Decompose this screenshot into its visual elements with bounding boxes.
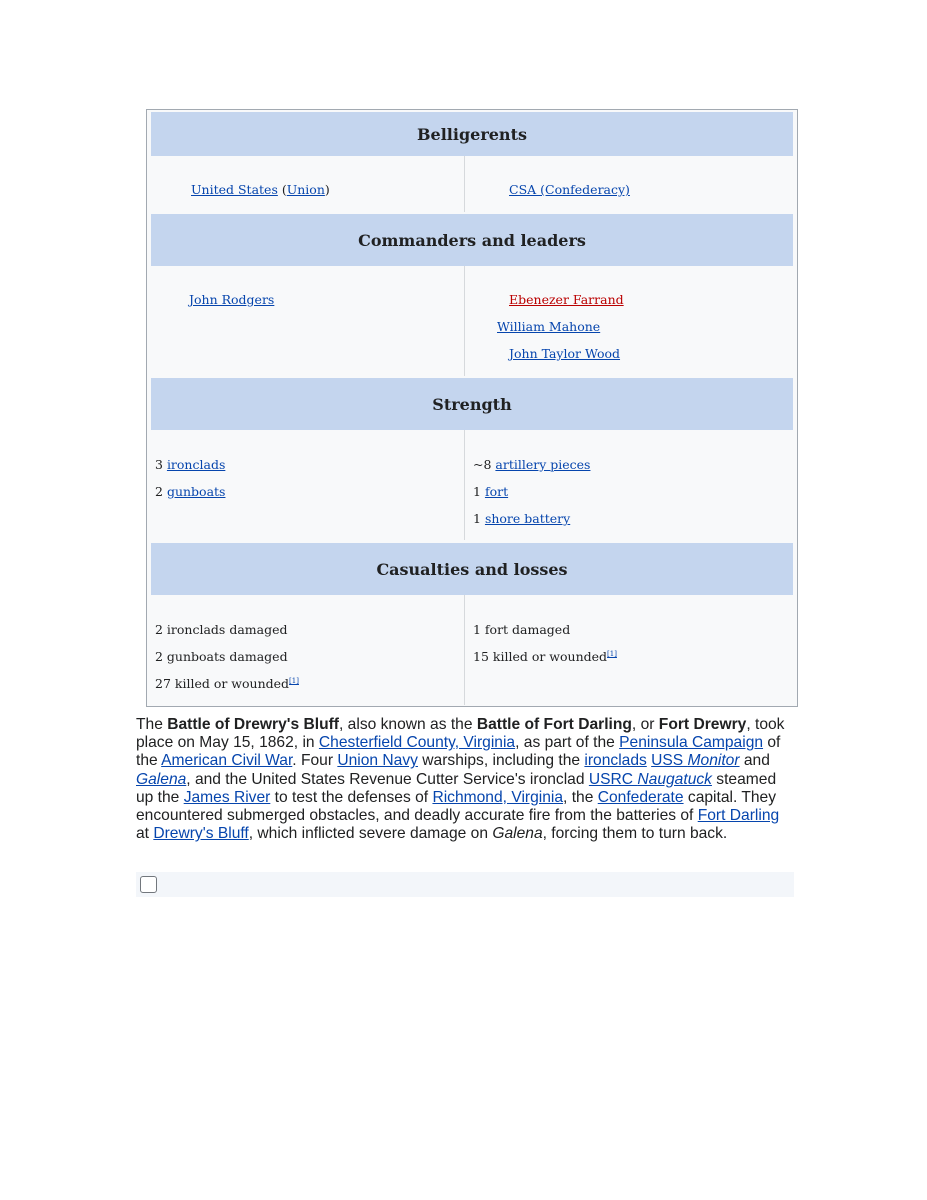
text: capital. They encountered submerged obstacles, and deadly accurate fire from the batteries of: [136, 788, 777, 825]
reference-link[interactable]: [1]: [607, 649, 617, 658]
text: , as part of the: [515, 734, 620, 752]
article-paragraph: [136, 716, 796, 843]
infobox: [146, 109, 798, 707]
ship-prefix: USRC: [588, 770, 638, 788]
casualty-text: 27 killed or wounded: [155, 676, 290, 691]
ship-name: Galena: [492, 825, 543, 843]
text: , and the United States Revenue Cutter Service's ironclad: [186, 770, 589, 788]
text: of the: [136, 734, 781, 770]
ship-name: Monitor: [687, 752, 740, 770]
gunboats-link[interactable]: gunboats: [166, 484, 226, 499]
union-belligerent: [191, 182, 330, 197]
american-civil-war-link[interactable]: American Civil War: [161, 752, 293, 770]
text: at: [136, 825, 154, 843]
casualties-header: Casualties and losses: [151, 543, 793, 595]
james-river-link[interactable]: James River: [183, 788, 271, 806]
reference-link[interactable]: [1]: [289, 676, 299, 685]
strength-header: Strength: [151, 378, 793, 430]
text: , the: [563, 788, 598, 806]
csa-commander: [509, 346, 620, 361]
union-close-paren: ): [324, 182, 330, 197]
text: , also known as the: [339, 716, 477, 733]
strength-count: 3: [155, 457, 167, 472]
ship-prefix: USS: [651, 752, 688, 770]
text: warships, including the: [417, 752, 585, 770]
bold-title: Battle of Fort Darling: [476, 716, 632, 733]
ship-name: Naugatuck: [637, 770, 712, 788]
galena-link[interactable]: [136, 771, 186, 788]
union-open-paren: (: [277, 182, 287, 197]
text: steamed up the: [136, 770, 777, 806]
ship-name: Galena: [136, 770, 187, 788]
belligerents-header: Belligerents: [151, 112, 793, 156]
checkbox[interactable]: [140, 876, 157, 893]
csa-link[interactable]: CSA (Confederacy): [509, 182, 630, 197]
csa-strength-item: [473, 484, 508, 499]
ironclads-link[interactable]: ironclads: [166, 457, 226, 472]
csa-strength-item: [473, 457, 590, 472]
uss-monitor-link[interactable]: [651, 752, 739, 769]
union-casualty: 2 gunboats damaged: [155, 649, 288, 664]
chesterfield-county-link[interactable]: Chesterfield County, Virginia: [318, 734, 516, 752]
confederate-link[interactable]: Confederate: [597, 788, 684, 806]
text: , took place on May 15, 1862, in: [136, 716, 785, 752]
john-rodgers-link[interactable]: John Rodgers: [189, 292, 275, 307]
bold-title: Fort Drewry: [658, 716, 747, 733]
fort-link[interactable]: fort: [484, 484, 509, 499]
text: . Four: [292, 752, 338, 770]
union-link[interactable]: Union: [286, 182, 325, 197]
bold-title: Battle of Drewry's Bluff: [167, 716, 340, 733]
union-strength-item: [155, 484, 225, 499]
union-strength-item: [155, 457, 225, 472]
shore-battery-link[interactable]: shore battery: [484, 511, 571, 526]
richmond-virginia-link[interactable]: Richmond, Virginia: [432, 788, 564, 806]
ironclads-link[interactable]: ironclads: [584, 752, 647, 770]
csa-casualty: [473, 649, 617, 664]
strength-count: 2: [155, 484, 167, 499]
union-navy-link[interactable]: Union Navy: [337, 752, 418, 770]
checkbox-row: [136, 872, 794, 897]
strength-count: 1: [473, 484, 485, 499]
text: , or: [631, 716, 659, 733]
union-commander: [189, 292, 274, 307]
text: to test the defenses of: [270, 788, 433, 806]
drewrys-bluff-link[interactable]: Drewry's Bluff: [153, 825, 249, 843]
strength-count: ~8: [473, 457, 496, 472]
csa-commander: [497, 319, 600, 334]
confederate-belligerent: [509, 182, 630, 197]
union-casualty: 2 ironclads damaged: [155, 622, 288, 637]
text: and: [739, 752, 770, 770]
column-divider: [464, 156, 465, 212]
column-divider: [464, 430, 465, 540]
text: , which inflicted severe damage on: [248, 825, 493, 843]
usrc-naugatuck-link[interactable]: [589, 771, 712, 788]
strength-count: 1: [473, 511, 485, 526]
casualty-text: 15 killed or wounded: [473, 649, 608, 664]
william-mahone-link[interactable]: William Mahone: [497, 319, 601, 334]
fort-darling-link[interactable]: Fort Darling: [697, 807, 780, 825]
column-divider: [464, 595, 465, 705]
artillery-pieces-link[interactable]: artillery pieces: [495, 457, 591, 472]
text: The: [136, 716, 168, 733]
text: , forcing them to turn back.: [542, 825, 728, 843]
commanders-header: Commanders and leaders: [151, 214, 793, 266]
ebenezer-farrand-link[interactable]: Ebenezer Farrand: [509, 292, 624, 307]
column-divider: [464, 266, 465, 376]
csa-casualty: 1 fort damaged: [473, 622, 571, 637]
csa-commander: [509, 292, 624, 307]
union-casualty: [155, 676, 299, 691]
csa-strength-item: [473, 511, 570, 526]
peninsula-campaign-link[interactable]: Peninsula Campaign: [619, 734, 764, 752]
united-states-link[interactable]: United States: [191, 182, 278, 197]
john-taylor-wood-link[interactable]: John Taylor Wood: [509, 346, 621, 361]
